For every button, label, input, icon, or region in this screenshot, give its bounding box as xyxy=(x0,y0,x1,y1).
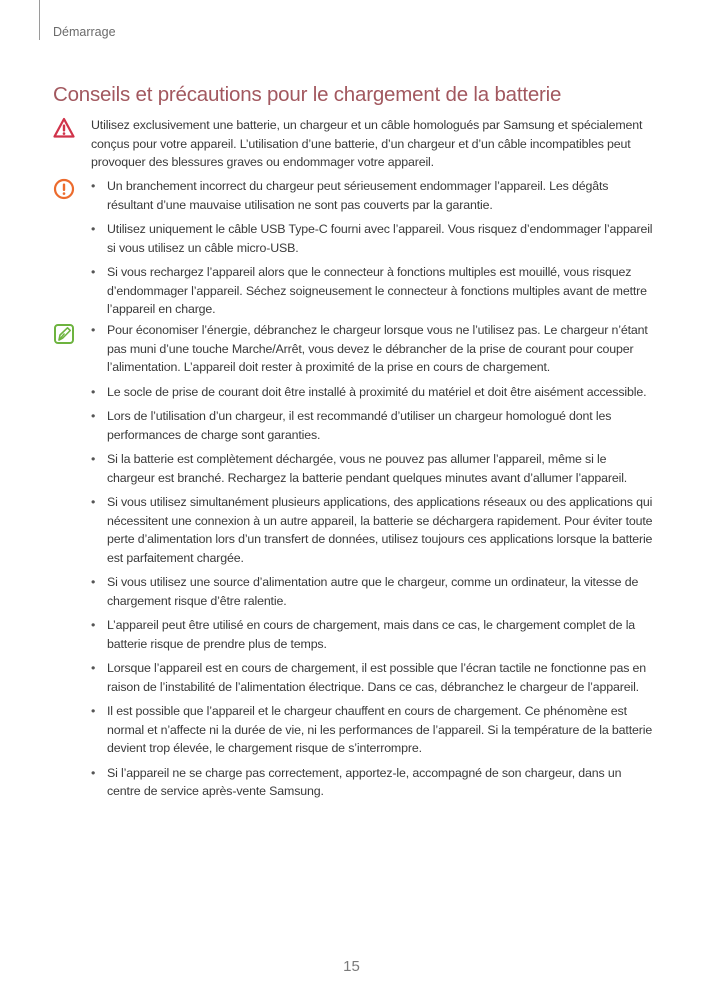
list-item: • Si l’appareil ne se charge pas correctement, apportez-le, accompagné de son chargeur, dans un centre de service après-vente Samsung. xyxy=(91,764,656,801)
list-item: • Si la batterie est complètement déchargée, vous ne pouvez pas allumer l’appareil, même si le chargeur est branché. Rechargez la batterie pendant quelques minutes avant d’allumer l’appareil. xyxy=(91,450,656,487)
note-pencil-icon xyxy=(53,323,75,345)
note-block xyxy=(53,321,653,841)
list-item: • Si vous rechargez l’appareil alors que le connecteur à fonctions multiples est mouillé, vous risquez d’endommager l’appareil. Séchez soigneusement le connecteur à fonctions multiples avant de mettre l’appareil en charge. xyxy=(91,263,656,319)
list-item: • Si vous utilisez une source d’alimentation autre que le chargeur, comme un ordinateur, la vitesse de chargement risque d’être ralentie. xyxy=(91,573,656,610)
list-item: • Pour économiser l’énergie, débranchez le chargeur lorsque vous ne l’utilisez pas. Le chargeur n’étant pas muni d’une touche Marche/Arrêt, vous devez le débrancher de la prise de courant pour couper l’alimentation. L’appareil doit rester à proximité de la prise en cours de chargement. xyxy=(91,321,656,377)
list-item: • Lors de l’utilisation d’un chargeur, il est recommandé d’utiliser un chargeur homologué dont les performances de charge sont garanties. xyxy=(91,407,656,444)
list-item: • Un branchement incorrect du chargeur peut sérieusement endommager l’appareil. Les dégâts résultant d’une mauvaise utilisation ne sont pas couverts par la garantie. xyxy=(91,177,656,214)
warning-block xyxy=(53,116,653,172)
caution-exclamation-icon xyxy=(53,178,75,200)
section-label: Démarrage xyxy=(53,25,116,39)
list-item: • Si vous utilisez simultanément plusieurs applications, des applications réseaux ou des applications qui nécessitent une connexion à un autre appareil, la batterie se déchargera rapidement. Pour éviter toute perte d’alimentation lors d’un transfert de données, utilisez toujours ces applications lorsque la batterie est parfaitement chargée. xyxy=(91,493,656,567)
caution-list xyxy=(91,177,656,325)
list-item: • Utilisez uniquement le câble USB Type-C fourni avec l’appareil. Vous risquez d’endommager l’appareil si vous utilisez un câble micro-USB. xyxy=(91,220,656,257)
list-item: • Lorsque l’appareil est en cours de chargement, il est possible que l’écran tactile ne fonctionne pas en raison de l’instabilité de l’alimentation électrique. Dans ce cas, débranchez le chargeur de l’appareil. xyxy=(91,659,656,696)
list-item: • L’appareil peut être utilisé en cours de chargement, mais dans ce cas, le chargement complet de la batterie risque de prendre plus de temps. xyxy=(91,616,656,653)
list-item: • Le socle de prise de courant doit être installé à proximité du matériel et doit être aisément accessible. xyxy=(91,383,656,402)
note-list xyxy=(91,321,656,807)
list-item: • Il est possible que l’appareil et le chargeur chauffent en cours de chargement. Ce phénomène est normal et n’affecte ni la durée de vie, ni les performances de l’appareil. Si la température de la batterie devient trop élevée, le chargement risque de s’interrompre. xyxy=(91,702,656,758)
warning-text: Utilisez exclusivement une batterie, un chargeur et un câble homologués par Samsung et spécialement conçus pour votre appareil. L’utilisation d’une batterie, d’un chargeur et d’un câble incompatibles peut provoquer des blessures graves ou endommager votre appareil. xyxy=(91,118,643,169)
caution-block xyxy=(53,177,653,317)
header-divider xyxy=(39,0,40,40)
page-title: Conseils et précautions pour le chargement de la batterie xyxy=(53,83,562,106)
page-number: 15 xyxy=(343,958,360,975)
warning-triangle-icon xyxy=(53,117,75,139)
